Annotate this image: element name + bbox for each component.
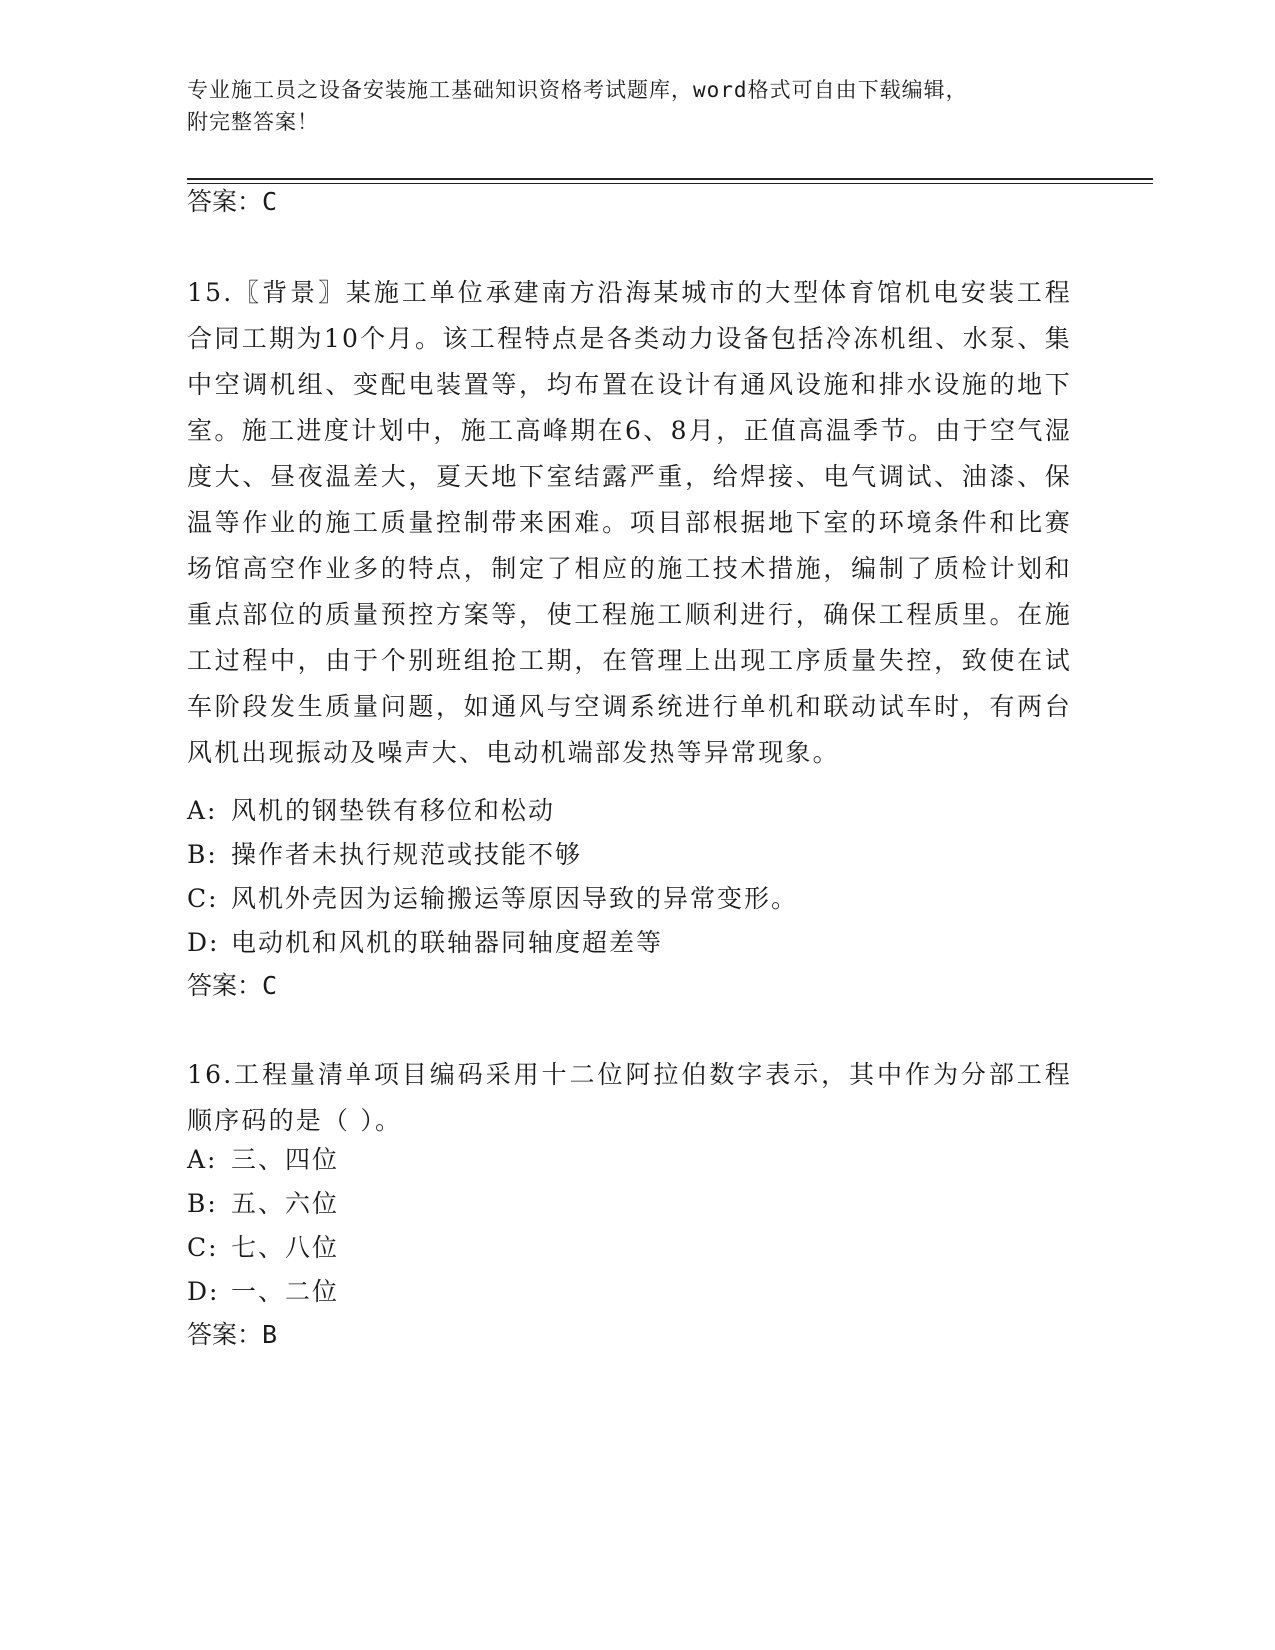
option-letter: A: — [187, 796, 218, 825]
option-text: 一、二位 — [231, 1277, 340, 1306]
question-15-text: 15.〖背景〗某施工单位承建南方沿海某城市的大型体育馆机电安装工程合同工期为10个月。该工程特点是各类动力设备包括冷冻机组、水泵、集中空调机组、变配电装置等，均布置在设计有通风设施和排水设施的地下室。施工进度计划中，施工高峰期在6、8月，正值高温季节。由于空气湿度大、昼夜温差大，夏天地下室结露严重，给焊接、电气调试、油漆、保温等作业的施工质量控制带来困难。项目部根据地下室的环境条件和比赛场馆高空作业多的特点，制定了相应的施工技术措施，编制了质检计划和重点部位的质量预控方案等，使工程施工顺利进行，确保工程质里。在施工过程中，由于个别班组抢工期，在管理上出现工序质量失控，致使在试车阶段发生质量问题，如通风与空调系统进行单机和联动试车时，有两台风机出现振动及噪声大、电动机端部发热等异常现象。 — [187, 278, 1072, 767]
option-text: 风机的钢垫铁有移位和松动 — [231, 796, 556, 825]
document-header — [187, 74, 1067, 138]
question-16-answer: 答案：B — [187, 1320, 278, 1349]
question-16-option-a — [187, 1142, 339, 1178]
question-16-option-d — [187, 1274, 339, 1310]
question-15-option-a — [187, 793, 555, 829]
question-15-option-b — [187, 837, 582, 873]
option-letter: C: — [187, 1233, 219, 1262]
question-15-option-d — [187, 925, 663, 961]
option-letter: B: — [187, 1189, 218, 1218]
header-divider-thin — [187, 183, 1153, 184]
option-text: 三、四位 — [231, 1145, 340, 1174]
option-letter: D: — [187, 1277, 220, 1306]
option-text: 五、六位 — [231, 1189, 340, 1218]
option-letter: A: — [187, 1145, 218, 1174]
option-text: 操作者未执行规范或技能不够 — [231, 840, 583, 869]
question-16-option-c — [187, 1230, 339, 1266]
option-letter: C: — [187, 884, 219, 913]
previous-question-answer: 答案：C — [187, 187, 278, 216]
option-letter: D: — [187, 928, 220, 957]
option-text: 风机外壳因为运输搬运等原因导致的异常变形。 — [231, 884, 799, 913]
question-15-answer: 答案：C — [187, 971, 278, 1000]
option-text: 电动机和风机的联轴器同轴度超差等 — [231, 928, 664, 957]
header-divider-thick — [187, 178, 1153, 180]
option-text: 七、八位 — [231, 1233, 340, 1262]
question-16-option-b — [187, 1186, 339, 1222]
header-line-1: 专业施工员之设备安装施工基础知识资格考试题库，word格式可自由下载编辑， — [187, 78, 968, 102]
header-line-2: 附完整答案！ — [187, 110, 319, 134]
question-16-text: 16.工程量清单项目编码采用十二位阿拉伯数字表示，其中作为分部工程顺序码的是（ ）。 — [187, 1060, 1072, 1135]
question-15-option-c — [187, 881, 798, 917]
option-letter: B: — [187, 840, 218, 869]
